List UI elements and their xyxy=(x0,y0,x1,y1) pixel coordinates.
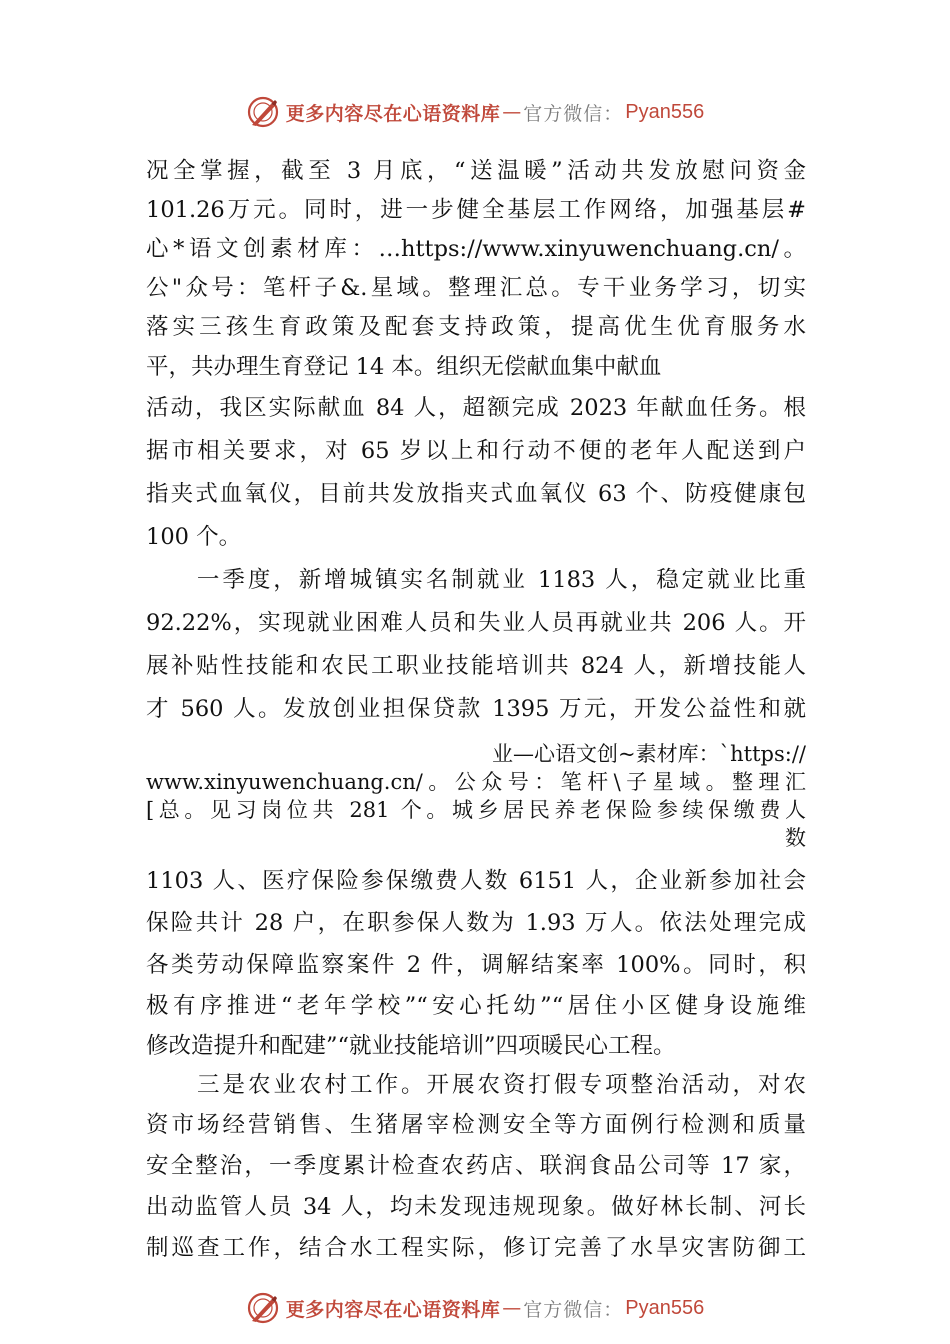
footer-banner-dash: — xyxy=(502,1297,522,1319)
header-banner xyxy=(0,92,950,132)
header-banner-dash: — xyxy=(502,101,522,123)
footer-banner xyxy=(0,1288,950,1328)
footer-banner-title: 更多内容尽在心语资料库 xyxy=(285,1298,501,1321)
body-line: 出动监管人员 34 人，均未发现违规现象。做好林长制、河长 xyxy=(146,1194,806,1220)
body-line: 指夹式血氧仪，目前共发放指夹式血氧仪 63 个、防疫健康包 xyxy=(146,481,806,507)
body-line: 1103 人、医疗保险参保缴费人数 6151 人，企业新参加社会 xyxy=(146,868,806,894)
body-line: 极有序推进“老年学校”“安心托幼”“居住小区健身设施维 xyxy=(146,993,806,1019)
body-line: 展补贴性技能和农民工职业技能培训共 824 人，新增技能人 xyxy=(146,653,806,679)
body-line: 才 560 人。发放创业担保贷款 1395 万元，开发公益性和就 xyxy=(146,696,806,722)
body-line: 公"众号：笔杆子&.星域。整理汇总。专干业务学习，切实 xyxy=(146,275,806,301)
body-line: 三是农业农村工作。开展农资打假专项整治活动，对农 xyxy=(146,1072,806,1098)
body-line: 修改造提升和配建”“就业技能培训”四项暖民心工程。 xyxy=(146,1033,676,1059)
body-line: 一季度，新增城镇实名制就业 1183 人，稳定就业比重 xyxy=(146,567,806,593)
body-line: 活动，我区实际献血 84 人，超额完成 2023 年献血任务。根 xyxy=(146,395,806,421)
pen-logo-icon xyxy=(246,1291,280,1325)
body-line: 心*语文创素材库：…https://www.xinyuwenchuang.cn/。 xyxy=(146,236,806,262)
pen-logo-icon xyxy=(246,95,280,129)
footer-banner-wechat-id: Pyan556 xyxy=(625,1296,705,1319)
body-line: 数 xyxy=(785,826,806,850)
body-line: 各类劳动保障监察案件 2 件，调解结案率 100%。同时，积 xyxy=(146,952,806,978)
body-line: 保险共计 28 户，在职参保人数为 1.93 万人。依法处理完成 xyxy=(146,910,806,936)
body-line: 92.22%，实现就业困难人员和失业人员再就业共 206 人。开 xyxy=(146,610,806,636)
body-line: 据市相关要求，对 65 岁以上和行动不便的老年人配送到户 xyxy=(146,438,806,464)
header-banner-wechat-id: Pyan556 xyxy=(625,100,705,123)
body-line: 业—心语文创~素材库：`https:// xyxy=(492,742,806,766)
body-line: 落实三孩生育政策及配套支持政策，提高优生优育服务水 xyxy=(146,314,806,340)
header-banner-title: 更多内容尽在心语资料库 xyxy=(285,102,501,125)
header-banner-label: 官方微信： xyxy=(523,102,624,125)
body-line: 资市场经营销售、生猪屠宰检测安全等方面例行检测和质量 xyxy=(146,1112,806,1138)
body-line: www.xinyuwenchuang.cn/。公众号：笔杆\子星域。整理汇 xyxy=(146,770,806,794)
body-line: 100 个。 xyxy=(146,524,242,550)
body-line: 制巡查工作，结合水工程实际，修订完善了水旱灾害防御工 xyxy=(146,1235,806,1261)
footer-banner-label: 官方微信： xyxy=(523,1298,624,1321)
body-line: 101.26万元。同时，进一步健全基层工作网络，加强基层# xyxy=(146,197,806,223)
body-line: 况全掌握，截至 3 月底，“送温暖”活动共发放慰问资金 xyxy=(146,158,806,184)
body-line: 平，共办理生育登记 14 本。组织无偿献血集中献血 xyxy=(146,354,662,380)
body-line: [总。见习岗位共 281 个。城乡居民养老保险参续保缴费人 xyxy=(146,798,806,822)
body-line: 安全整治，一季度累计检查农药店、联润食品公司等 17 家， xyxy=(146,1153,806,1179)
